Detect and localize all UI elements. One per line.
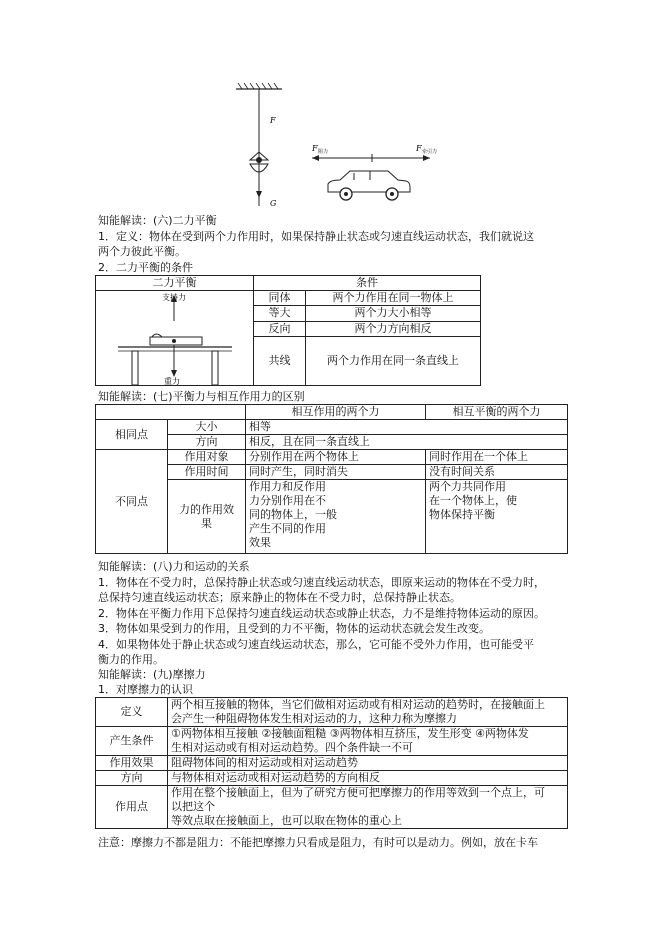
definition-line1: 1．定义：物体在受到两个力作用时，如果保持静止状态或匀速直线运动状态，我们就说这 [98, 230, 534, 243]
section8-heading: 知能解读：(八)力和运动的关系 [98, 560, 250, 573]
balance-conditions-table [95, 275, 481, 386]
friction-subtitle: 1．对摩擦力的认识 [98, 683, 193, 696]
direction-value: 相反，且在同一条直线上 [246, 435, 568, 450]
col-header-conditions: 条件 [254, 276, 481, 291]
time-label: 作用时间 [168, 465, 246, 480]
car-figure [306, 140, 446, 210]
cond-value: 两个力方向相反 [306, 321, 481, 336]
definition-label: 定义 [96, 698, 168, 727]
same-points-label: 相同点 [96, 420, 168, 450]
pendulum-figure [230, 80, 290, 210]
traction-force-label: F [416, 144, 422, 153]
size-value: 相等 [246, 420, 568, 435]
effect-label: 作用效果 [96, 756, 168, 771]
cond-value: 两个力作用在同一物体上 [306, 291, 481, 306]
cond-key: 同体 [254, 291, 306, 306]
force-g-label: G [270, 199, 277, 208]
motion-line1a: 1．物体在不受力时，总保持静止状态或匀速直线运动状态，即原来运动的物体在不受力时， [98, 576, 545, 589]
effect-value: 阻碍物体间的相对运动或相对运动趋势 [168, 756, 568, 771]
col-header-balance: 二力平衡 [96, 276, 254, 291]
definition-line2: 两个力彼此平衡。 [98, 245, 186, 258]
header-balanced-forces: 相互平衡的两个力 [426, 405, 568, 420]
direction-label: 方向 [168, 435, 246, 450]
header-mutual-forces: 相互作用的两个力 [246, 405, 426, 420]
book-figure [96, 291, 252, 385]
book-figure-cell [96, 291, 254, 386]
object-label: 作用对象 [168, 450, 246, 465]
motion-line3: 3．物体如果受到力的作用，且受到的力不平衡，物体的运动状态就会发生改变。 [98, 622, 490, 635]
friction-table [95, 697, 568, 829]
support-force-label: 支持力 [162, 293, 186, 302]
section7-heading: 知能解读：(七)平衡力与相互作用力的区别 [98, 390, 305, 403]
friction-note: 注意：摩擦力不都是阻力：不能把摩擦力只看成是阻力，有时可以是动力。例如，放在卡车 [98, 836, 538, 849]
object-mutual: 分别作用在两个物体上 [246, 450, 426, 465]
direction-value: 与物体相对运动或相对运动趋势的方向相反 [168, 771, 568, 786]
effect-label: 力的作用效 果 [168, 480, 246, 554]
cond-value: 两个力作用在同一条直线上 [306, 337, 481, 386]
point-label: 作用点 [96, 786, 168, 829]
cond-key: 等大 [254, 306, 306, 321]
point-value: 作用在整个接触面上，但为了研究方便可把摩擦力的作用等效到一个点上，可 以把这个 等效点取在接触面上，也可以取在物体的重心上 [168, 786, 568, 829]
force-comparison-table [95, 404, 568, 554]
motion-line1b: 总保持匀速直线运动状态；原来静止的物体在不受力时，总保持静止状态。 [98, 591, 461, 604]
force-f-label: F [270, 116, 276, 125]
gravity-label: 重力 [164, 377, 180, 385]
effect-mutual: 作用力和反作用 力分别作用在不 同的物体上，一般 产生不同的作用 效果 [246, 480, 426, 554]
direction-label: 方向 [96, 771, 168, 786]
motion-line4b: 衡力的作用。 [98, 653, 164, 666]
effect-balanced: 两个力共同作用 在一个物体上，使 物体保持平衡 [426, 480, 568, 554]
cond-key: 反向 [254, 321, 306, 336]
object-balanced: 同时作用在一个体上 [426, 450, 568, 465]
definition-value: 两个相互接触的物体，当它们做相对运动或有相对运动的趋势时，在接触面上 会产生一种阻碍物体发生相对运动的力，这种力称为摩擦力 [168, 698, 568, 727]
traction-force-sub: 牵引力 [422, 149, 438, 155]
conditions-value: ①两物体相互接触 ②接触面粗糙 ③两物体相互挤压，发生形变 ④两物体发 生相对运动或有相对运动趋势。四个条件缺一不可 [168, 727, 568, 756]
diff-points-label: 不同点 [96, 450, 168, 554]
motion-line2: 2．物体在平衡力作用下总保持匀速直线运动状态或静止状态，力不是维持物体运动的原因。 [98, 607, 545, 620]
section6-heading: 知能解读：(六)二力平衡 [98, 214, 217, 227]
size-label: 大小 [168, 420, 246, 435]
cond-value: 两个力大小相等 [306, 306, 481, 321]
cond-key: 共线 [254, 337, 306, 386]
section9-heading: 知能解读：(九)摩擦力 [98, 668, 206, 681]
resistance-force-sub: 阻力 [318, 149, 329, 155]
conditions-label: 产生条件 [96, 727, 168, 756]
motion-line4a: 4．如果物体处于静止状态或匀速直线运动状态，那么，它可能不受外力作用，也可能受平 [98, 638, 534, 651]
conditions-title: 2．二力平衡的条件 [98, 261, 193, 274]
time-balanced: 没有时间关系 [426, 465, 568, 480]
resistance-force-label: F [312, 144, 318, 153]
time-mutual: 同时产生，同时消失 [246, 465, 426, 480]
